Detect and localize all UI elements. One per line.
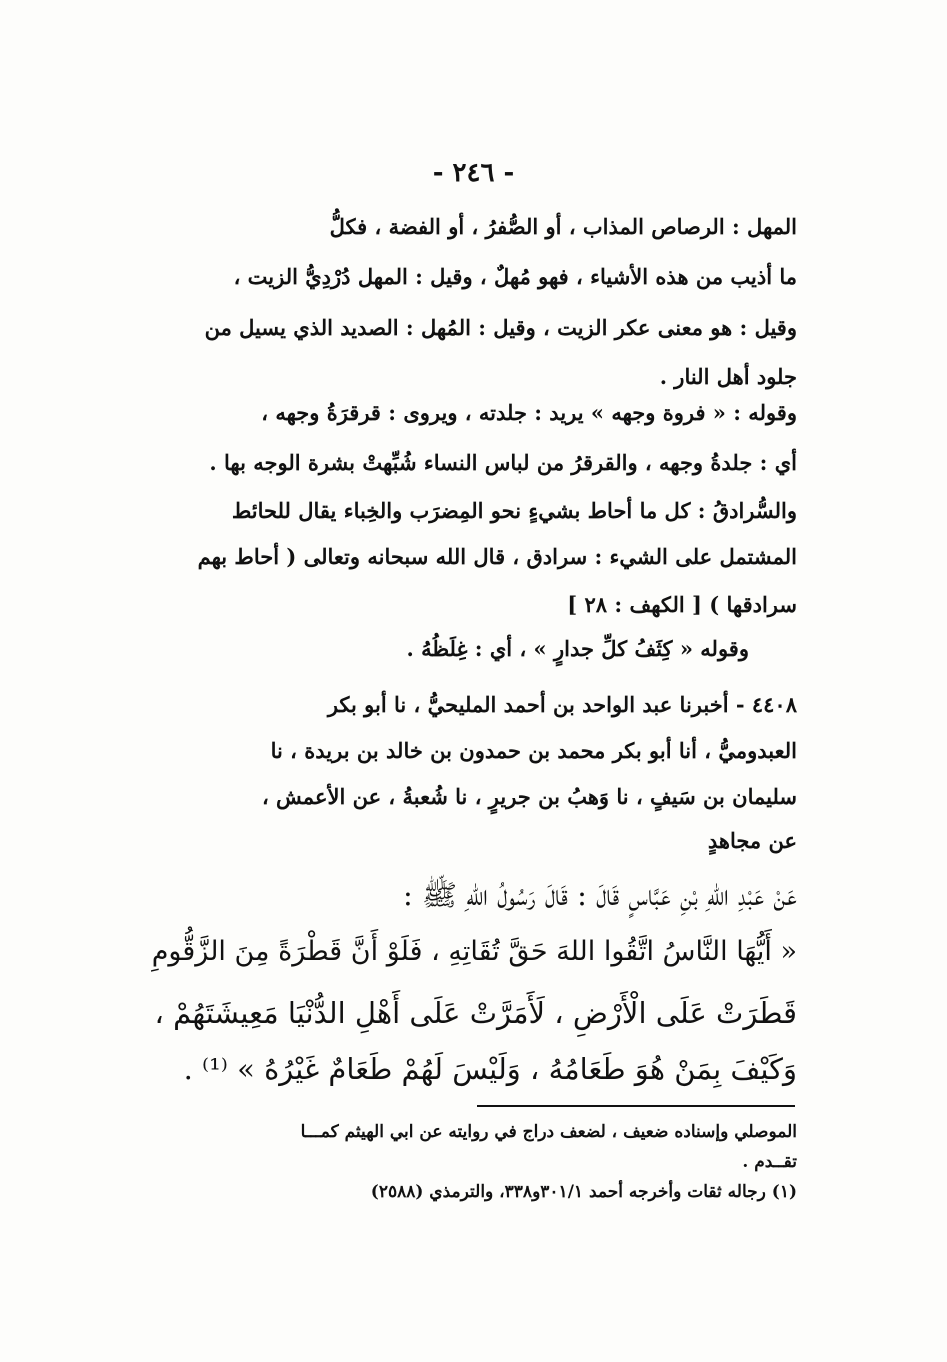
text-line: المشتمل على الشيء : سرادق ، قال الله سبحانه وتعالى ( أحاط بهم xyxy=(197,544,797,569)
footnote-line: تقــدم . xyxy=(742,1152,797,1172)
footnote-line: الموصلي وإسناده ضعيف ، لضعف دراج في روايته عن ابي الهيثم كمـــا xyxy=(300,1122,797,1142)
hadith-line: قَطَرَتْ عَلَى الْأَرْضِ ، لَأَمَرَّتْ عَلَى أَهْلِ الدُّنْيَا مَعِيشَتَهُمْ ، xyxy=(154,996,797,1030)
text-line: والسُّرادقُ : كل ما أحاط بشيءٍ نحو المِضرَب والخِباء يقال للحائط xyxy=(231,498,797,523)
paragraph-isnad xyxy=(147,692,797,872)
text-line: سرادقها ) [ الكهف : ٢٨ ] xyxy=(567,592,797,617)
text-line: المهل : الرصاص المذاب ، أو الصُّفرُ ، أو الفضة ، فكلُّ xyxy=(329,214,797,239)
paragraph-kithaf xyxy=(147,636,797,672)
hadith-line: وَكَيْفَ بِمَنْ هُوَ طَعَامُهُ ، وَلَيْسَ لَهُمْ طَعَامٌ غَيْرُهُ » ⁽¹⁾ . xyxy=(183,1052,797,1086)
hadith-text xyxy=(147,878,797,1098)
page-number: - ٢٤٦ - xyxy=(432,158,515,188)
footnote-divider xyxy=(477,1105,795,1107)
hadith-line: عَنْ عَبْدِ اللهِ بْنِ عَبَّاسٍ قَالَ : قَالَ رَسُولُ اللهِ ﷺ : xyxy=(402,878,797,912)
footnote-line: (١) رجاله ثقات وأخرجه أحمد ٣٠١/١و٣٣٨، والترمذي (٢٥٨٨) xyxy=(370,1182,797,1202)
text-line: جلود أهل النار . xyxy=(659,364,797,389)
text-line: وقوله « كِثَفُ كلِّ جدارٍ » ، أي : غِلَظُهُ . xyxy=(406,636,749,661)
text-line: عن مجاهدٍ xyxy=(707,828,797,853)
text-line: وقيل : هو معنى عكر الزيت ، وقيل : المُهل : الصديد الذي يسيل من xyxy=(204,315,797,340)
text-line: ٤٤٠٨ - أخبرنا عبد الواحد بن أحمد المليحيُّ ، نا أبو بكر xyxy=(327,692,797,717)
text-line: العبدوميُّ ، أنا أبو بكر محمد بن حمدون بن خالد بن بريدة ، نا xyxy=(270,738,797,763)
text-line: وقوله : « فروة وجهه » يريد : جلدته ، ويروى : قرقرَةُ وجهه ، xyxy=(261,400,797,425)
text-line: سليمان بن سَيفٍ ، نا وَهبُ بن جريرٍ ، نا شُعبةُ ، عن الأعمش ، xyxy=(261,784,797,809)
footnotes xyxy=(147,1122,797,1212)
text-line: أي : جلدةُ وجهه ، والقرقرُ من لباس النساء شُبِّهتْ بشرة الوجه بها . xyxy=(209,450,797,475)
hadith-line: « أَيُّهَا النَّاسُ اتَّقُوا اللهَ حَقَّ تُقَاتِهِ ، فَلَوْ أَنَّ قَطْرَةً مِنَ الزَّقُّومِ xyxy=(151,936,797,967)
text-line: ما أذيب من هذه الأشياء ، فهو مُهلٌ ، وقيل : المهل دُرْدِيُّ الزيت ، xyxy=(233,264,797,289)
paragraph-mahl xyxy=(147,214,797,394)
paragraph-farwa xyxy=(147,400,797,630)
